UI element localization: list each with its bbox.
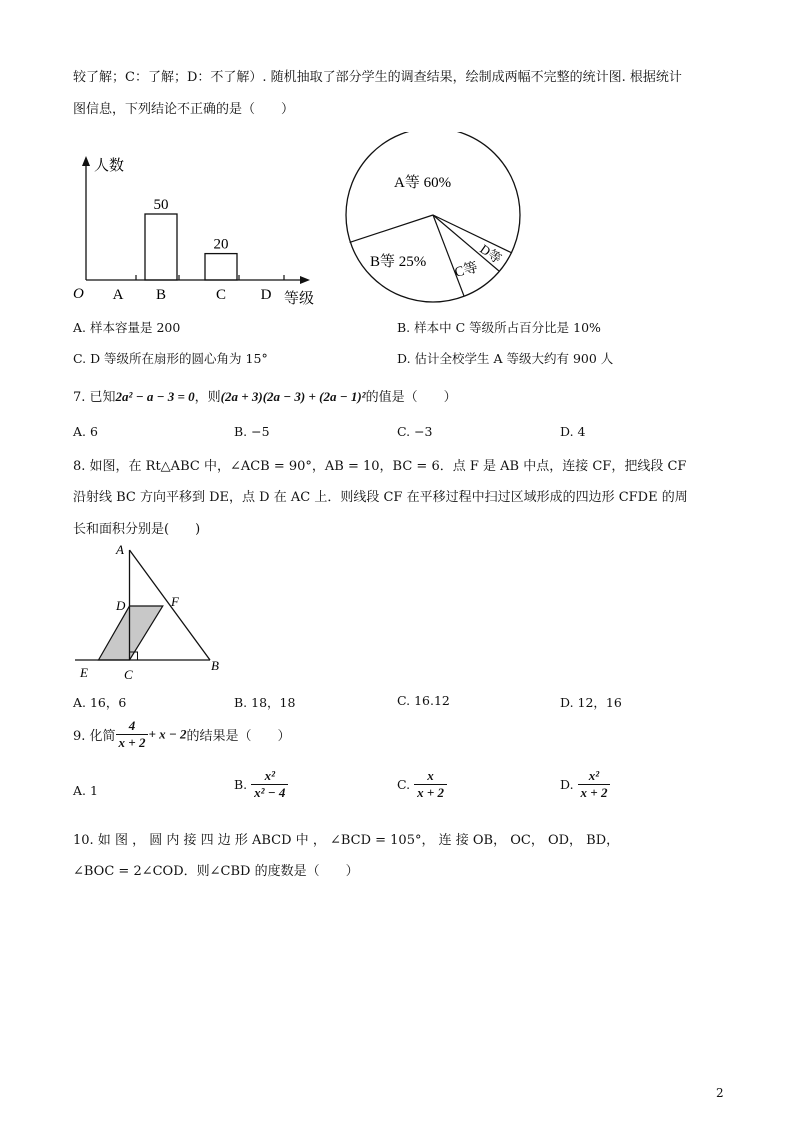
pie-label-d: D等 — [477, 241, 505, 267]
q8-option-d: D. 12，16 — [560, 695, 622, 710]
q6-option-b: B. 样本中 C 等级所占百分比是 10% — [397, 320, 601, 335]
intro-line-2: 图信息，下列结论不正确的是（ ） — [73, 102, 295, 117]
q9-option-c: C. $\frac{x}{x + 2}$ — [397, 768, 447, 801]
q8-option-c: C. 16.12 — [397, 693, 450, 708]
q9-option-a: A. 1 — [73, 783, 98, 798]
q6-option-a: A. 样本容量是 200 — [73, 320, 181, 335]
q9-fraction: $\frac{4}{x + 2}$ — [116, 718, 149, 751]
label-e: E — [80, 665, 88, 680]
label-b: B — [211, 658, 219, 673]
q10-line-1: 10. 如 图 ， 圆 内 接 四 边 形 ABCD 中 ， ∠BCD = 105°， 连 接 OB， OC， OD， BD， — [73, 833, 620, 848]
q8-option-a: A. 16，6 — [73, 695, 127, 710]
bar-c — [205, 254, 237, 280]
q9-option-b: B. $\frac{\text{x²}}{\text{x² − 4}}$ — [234, 768, 288, 801]
x-tick-label-b: B — [155, 287, 167, 303]
q7-option-a: A. 6 — [73, 424, 98, 439]
q7-option-b: B. −5 — [234, 424, 270, 439]
y-axis-label: 人数 — [94, 158, 125, 174]
x-tick-label-d: D — [260, 287, 272, 303]
label-a: A — [116, 542, 124, 557]
q7-option-d: D. 4 — [560, 424, 586, 439]
data-label-b: 50 — [153, 197, 169, 213]
intro-line-1: 较了解；C：了解；D：不了解）. 随机抽取了部分学生的调查结果，绘制成两幅不完整的统计图. 根据统计 — [73, 70, 682, 85]
segment-ab — [130, 550, 211, 660]
q8-figure — [70, 540, 240, 685]
pie-circle — [346, 132, 520, 302]
q8-line-3: 长和面积分别是( ) — [73, 522, 201, 537]
label-f: F — [171, 594, 179, 609]
label-d: D — [116, 598, 126, 613]
q8-line-1: 8. 如图，在 Rt△ABC 中，∠ACB = 90°，AB = 10，BC = 6．点 F 是 AB 中点，连接 CF，把线段 CF — [73, 459, 687, 474]
q9-option-d: D. $\frac{\text{x²}}{x + 2}$ — [560, 768, 610, 801]
q7-option-c: C. −3 — [397, 424, 433, 439]
q6-option-d: D. 估计全校学生 A 等级大约有 900 人 — [397, 351, 614, 366]
data-label-c: 20 — [213, 236, 229, 253]
q8-option-b: B. 18，18 — [234, 695, 296, 710]
bar-b — [145, 214, 177, 280]
q6-option-c: C. D 等级所在扇形的圆心角为 15° — [73, 351, 268, 366]
y-axis-arrow — [82, 156, 90, 166]
x-axis-arrow — [300, 276, 310, 284]
q10-line-2: ∠BOC = 2∠COD．则∠CBD 的度数是（ ） — [73, 864, 359, 879]
q8-line-2: 沿射线 BC 方向平移到 DE，点 D 在 AC 上．则线段 CF 在平移过程中扫过区域形成的四边形 CFDE 的周 — [73, 490, 688, 505]
page-number: 2 — [716, 1086, 724, 1100]
pie-slice-boundary-ab — [350, 215, 433, 242]
pie-chart — [340, 132, 540, 307]
q9-stem: 9. 化简 $\frac{4}{x + 2}$ + x − 2的结果是（ ） — [73, 718, 291, 750]
x-tick-label-c: C — [215, 287, 227, 303]
bar-chart — [70, 148, 340, 313]
pie-label-a: A等 60% — [394, 175, 452, 191]
pie-label-c: C等 — [453, 260, 480, 281]
label-c: C — [124, 667, 133, 682]
q7-stem: 7. 已知2a² − a − 3 = 0，则(2a + 3)(2a − 3) + (2a − 1)²的值是（ ） — [73, 389, 457, 405]
pie-label-b: B等 25% — [370, 254, 427, 270]
x-tick-label-a: A — [112, 287, 124, 303]
x-axis-label: 等级 — [284, 291, 315, 307]
origin-label: O — [73, 286, 84, 302]
